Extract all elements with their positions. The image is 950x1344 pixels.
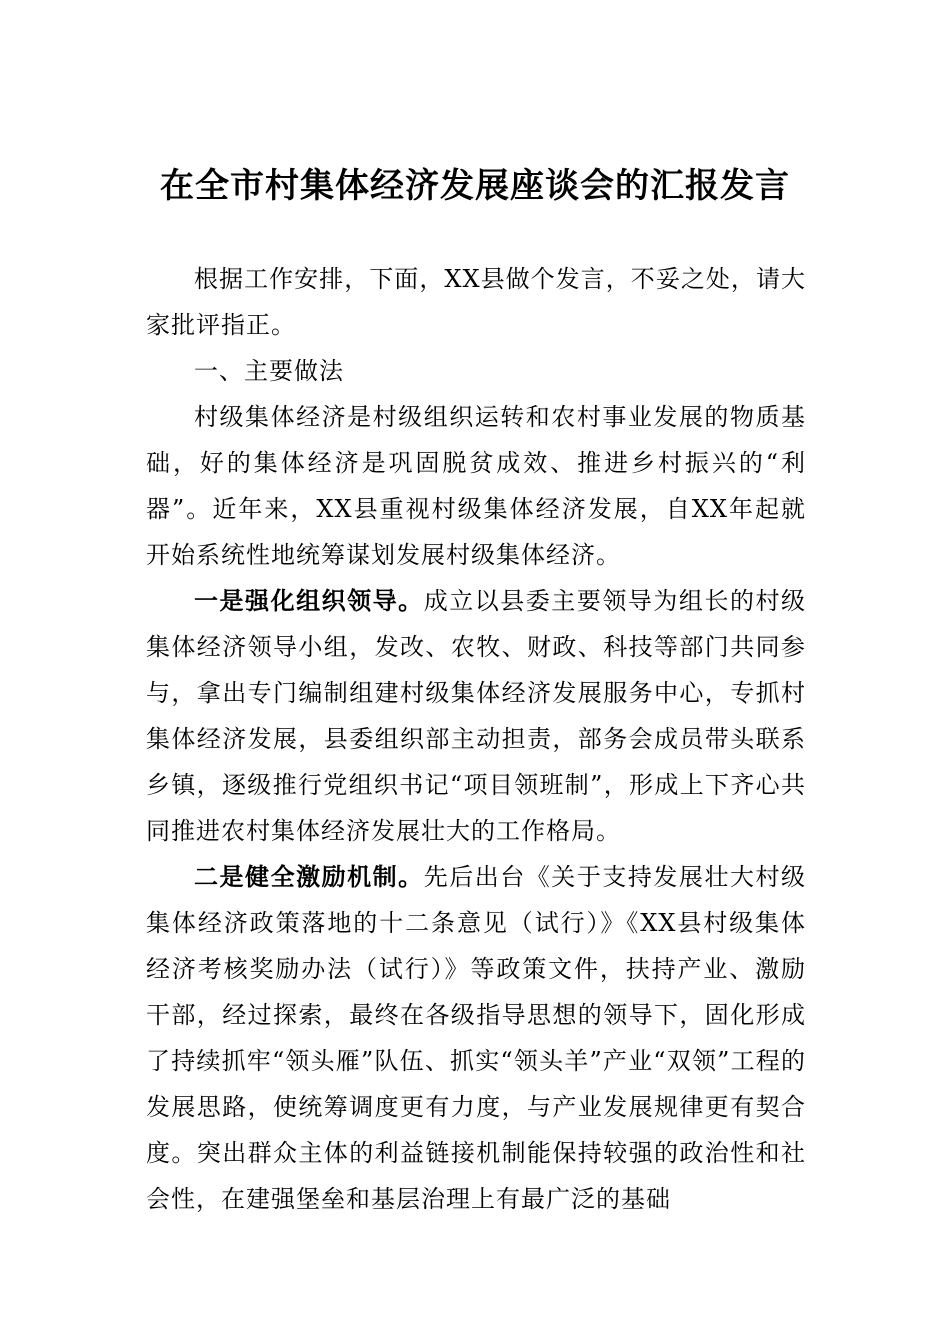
- intro-paragraph: 根据工作安排，下面，XX县做个发言，不妥之处，请大家批评指正。: [146, 265, 806, 339]
- paragraph-3: [146, 854, 806, 1222]
- paragraph-3-text: 先后出台《关于支持发展壮大村级集体经济政策落地的十二条意见（试行）》《XX县村级集体经济考核奖励办法（试行）》等政策文件，扶持产业、激励干部，经过探索，最终在各级指导思想的领导下，固化形成了持续抓牢“领头雁”队伍、抓实“领头羊”产业“双领”工程的发展思路，使统筹调度更有力度，与产业发展规律更有契合度。突出群众主体的利益链接机制能保持较强的政治性和社会性，在建强堡垒和基层治理上有最广泛的基础: [146, 863, 807, 1213]
- document-body: [146, 256, 806, 1222]
- document-title: 在全市村集体经济发展座谈会的汇报发言: [160, 166, 790, 206]
- paragraph-1: 村级集体经济是村级组织运转和农村事业发展的物质基础，好的集体经济是巩固脱贫成效、推进乡村振兴的“利器”。近年来，XX县重视村级集体经济发展，自XX年起就开始系统性地统筹谋划发展村级集体经济。: [146, 403, 806, 569]
- paragraph-2: [146, 578, 806, 854]
- section-heading: 一、主要做法: [194, 357, 344, 385]
- paragraph-2-text: 成立以县委主要领导为组长的村级集体经济领导小组，发改、农牧、财政、科技等部门共同参与，拿出专门编制组建村级集体经济发展服务中心，专抓村集体经济发展，县委组织部主动担责，部务会成员带头联系乡镇，逐级推行党组织书记“项目领班制”，形成上下齐心共同推进农村集体经济发展壮大的工作格局。: [146, 587, 807, 845]
- paragraph-3-lead: 二是健全激励机制。: [194, 863, 424, 891]
- paragraph-2-lead: 一是强化组织领导。: [194, 587, 424, 615]
